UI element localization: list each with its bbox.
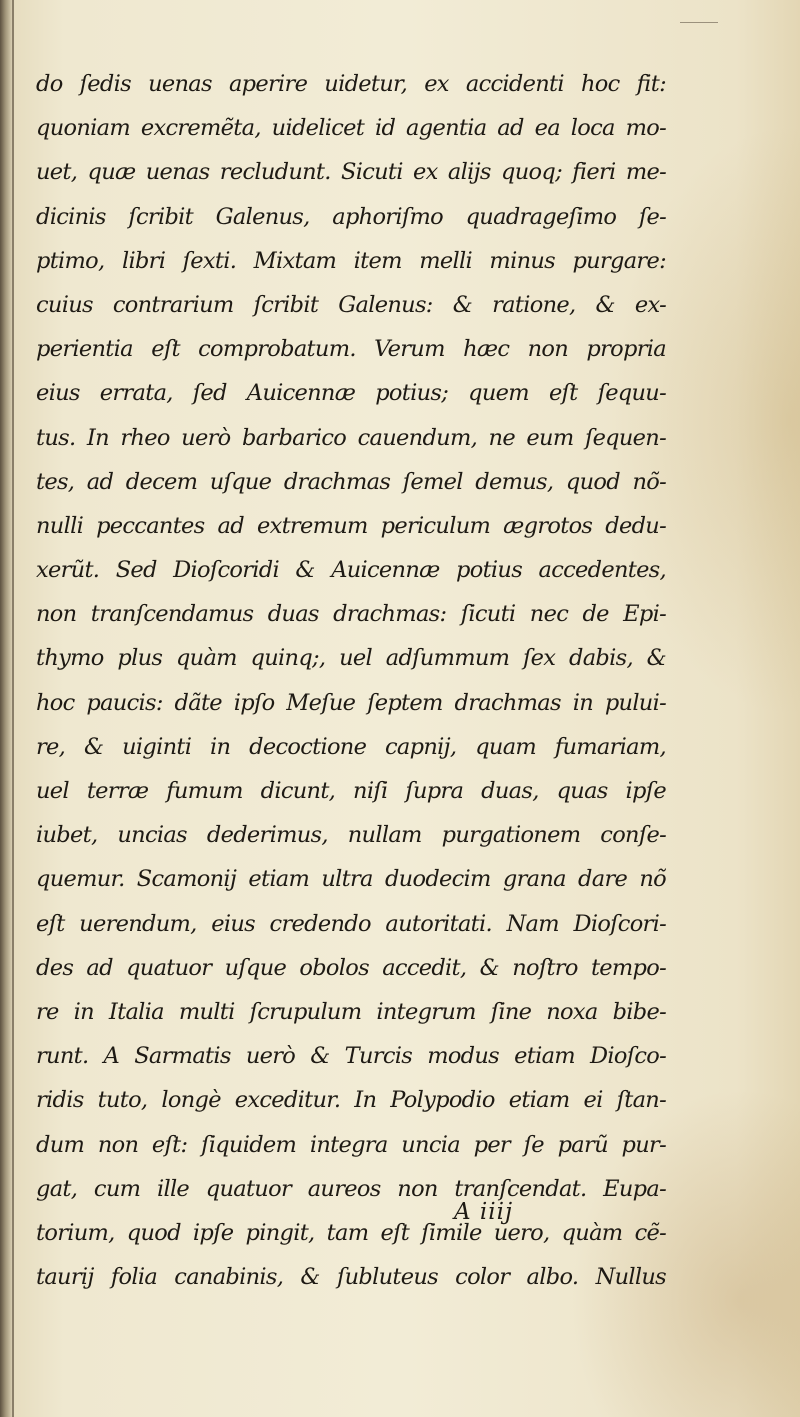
binding-gutter [0, 0, 12, 1417]
text-line: re, & uiginti in decoctione capnij, quam fumariam, [36, 733, 666, 760]
text-line: eſt uerendum, eius credendo autoritati. Nam Dioſcori- [36, 910, 666, 937]
text-line: xerũt. Sed Dioſcoridi & Auicennæ potius accedentes, [36, 557, 666, 584]
text-line: thymo plus quàm quinq;, uel adſummum ſex dabis, & [36, 645, 666, 672]
text-line: re in Italia multi ſcrupulum integrum ſine noxa bibe- [36, 998, 666, 1025]
text-line: ridis tuto, longè exceditur. In Polypodio etiam ei ſtan- [36, 1087, 666, 1114]
text-line: nulli peccantes ad extremum periculum ægrotos dedu- [36, 512, 666, 539]
text-line: hoc paucis: dãte ipſo Meſue ſeptem drachmas in pului- [36, 689, 666, 716]
margin-pencil-dash [680, 22, 718, 23]
text-line: quemur. Scamonij etiam ultra duodecim grana dare nõ [36, 866, 666, 893]
text-line: uet, quæ uenas recludunt. Sicuti ex alijs quoq; fieri me- [36, 159, 666, 186]
text-line: iubet, uncias dederimus, nullam purgationem conſe- [36, 822, 666, 849]
signature-mark: A iiij [454, 1199, 514, 1225]
text-line: non tranſcendamus duas drachmas: ſicuti nec de Epi- [36, 601, 666, 628]
text-line: ptimo, libri ſexti. Mixtam item melli minus purgare: [36, 247, 666, 274]
text-line: tes, ad decem uſque drachmas ſemel demus, quod nõ- [36, 468, 666, 495]
text-line: dicinis ſcribit Galenus, aphoriſmo quadrageſimo ſe- [36, 203, 666, 230]
text-line: torium, quod ipſe pingit, tam eſt ſimile uero, quàm cẽ- [36, 1219, 666, 1246]
text-line: eius errata, ſed Auicennæ potius; quem eſt ſequu- [36, 380, 666, 407]
text-line: tus. In rheo uerò barbarico cauendum, ne eum ſequen- [36, 424, 666, 451]
text-line: gat, cum ille quatuor aureos non tranſcendat. Eupa- [36, 1175, 666, 1202]
text-line: uel terræ fumum dicunt, niſi ſupra duas, quas ipſe [36, 778, 666, 804]
body-text [36, 62, 666, 1299]
text-line: perientia eſt comprobatum. Verum hæc non propria [36, 336, 666, 363]
text-line: dum non eſt: ſiquidem integra uncia per ſe parũ pur- [36, 1131, 666, 1158]
text-line: runt. A Sarmatis uerò & Turcis modus etiam Dioſco- [36, 1043, 666, 1070]
binding-edge [12, 0, 14, 1417]
text-line: taurij folia canabinis, & ſubluteus color albo. Nullus [36, 1264, 666, 1291]
text-line: des ad quatuor uſque obolos accedit, & noſtro tempo- [36, 954, 666, 981]
text-line: cuius contrarium ſcribit Galenus: & ratione, & ex- [36, 291, 666, 318]
text-line: do ſedis uenas aperire uidetur, ex accidenti hoc fit: [36, 71, 666, 97]
text-line: quoniam excremẽta, uidelicet id agentia ad ea loca mo- [36, 115, 666, 142]
